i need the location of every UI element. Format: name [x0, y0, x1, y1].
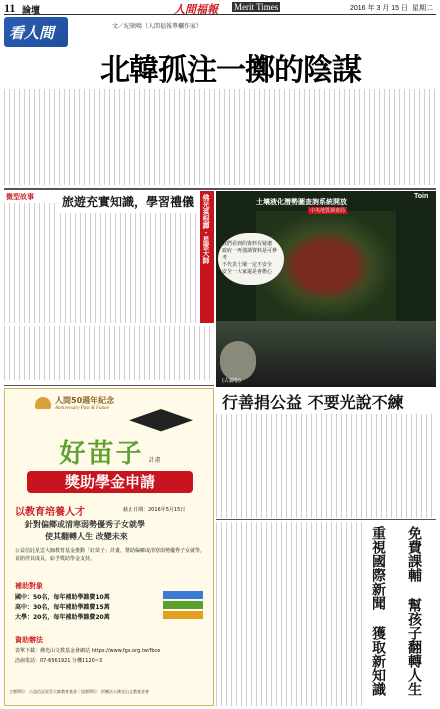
comic-infographic [216, 191, 436, 387]
issue-weekday: 星期二 [412, 5, 433, 12]
tutoring-article [398, 522, 436, 706]
scholarship-ad [4, 388, 214, 706]
anniversary-title: 人間50週年紀念 [55, 396, 115, 405]
ad-title: 好苗子 計畫 [59, 439, 161, 469]
ad-subtitle-banner: 獎助學金申請 [27, 471, 193, 493]
charity-article [216, 390, 436, 518]
micro-story-label: 微型故事 [6, 193, 34, 201]
article-body [4, 89, 436, 185]
top-article [4, 17, 436, 187]
micro-story-box [4, 191, 58, 323]
paper-name: 人間福報 [174, 3, 218, 16]
ad-sponsor: 主辦單位：公益信託星雲大師教育基金｜協辦單位：財團法人佛光山文教基金會 [9, 689, 149, 694]
venerable-label: 佛光菜根譚・星雲大師 [200, 191, 214, 323]
ad-heading: 以教育培養人才 [15, 507, 85, 518]
byline: 文／紀碩鳴（人間福報專欄作家） [112, 23, 203, 30]
travel-article [60, 191, 200, 323]
international-news-article [216, 522, 396, 706]
subsidy-row: 大學：20名，每年補助學雜費20萬 [15, 614, 110, 621]
ad-lead-line-1: 針對偏鄉或清寒弱勢優秀子女就學 [25, 520, 145, 529]
ad-deadline: 截止日期：2016年5月15日 [123, 507, 186, 513]
infographic-title: 土壤液化潛勢圖查詢系統開放 [256, 198, 347, 206]
travel-headline: 旅遊充實知識，學習禮儀 [62, 195, 195, 209]
subsidy-title: 補助對象 [15, 582, 43, 590]
tutoring-headline: 免費課輔 幫孩子翻轉人生 [406, 526, 422, 696]
section-name: 論壇 [22, 6, 41, 16]
ad-body: 公益信託星雲大師教育基金推動「好苗子」計畫，幫助偏鄉或清寒弱勢優秀子女就學，並陪伴其成長，給予獎助學金支持。 [15, 548, 206, 562]
lower-left-text [4, 326, 214, 380]
subsidy-row: 高中：30名，每年補助學雜費15萬 [15, 604, 110, 611]
cartoon-credit: (古錦松) [222, 378, 241, 384]
headline: 北韓孤注一擲的陰謀 [100, 53, 361, 88]
ad-contact: 表單下載：佛光山文教基金會網站 https://www.fgs.org.tw/fbce [15, 648, 161, 654]
subsidy-list [15, 593, 155, 623]
anniversary-subtitle: Anniversary Past & Future [55, 406, 110, 411]
apply-title: 資助辦法 [15, 636, 43, 644]
brand: Toin [414, 193, 429, 200]
page-header [4, 2, 436, 15]
face-drawing [220, 341, 256, 381]
lotus-logo-icon [35, 397, 51, 409]
book-stack-icon [163, 589, 203, 629]
ad-lead-line-2: 使其翻轉人生 改變未來 [45, 532, 128, 541]
section-logo: 看人間 [4, 17, 68, 47]
subsidy-row: 國中：50名，每年補助學雜費10萬 [15, 594, 110, 601]
international-news-headline: 重視國際新聞 獲取新知識 [370, 526, 386, 696]
issue-date: 2016 年 3 月 15 日 [350, 5, 408, 12]
ad-phone: 洽詢電話：07-6561921 分機1120~3 [15, 658, 103, 664]
page-number: 11 [4, 1, 16, 15]
speech-bubble: 我們看到的資料有疑慮 政府一再強調資料是可參考 不代表土壤一定不安全 安全一大家還是會擔心 [218, 233, 284, 285]
charity-headline: 行善捐公益 不要光說不練 [222, 393, 404, 412]
paper-english-name: Merit Times [234, 2, 279, 12]
infographic-subtitle: 中央地質調查局 [310, 208, 346, 214]
